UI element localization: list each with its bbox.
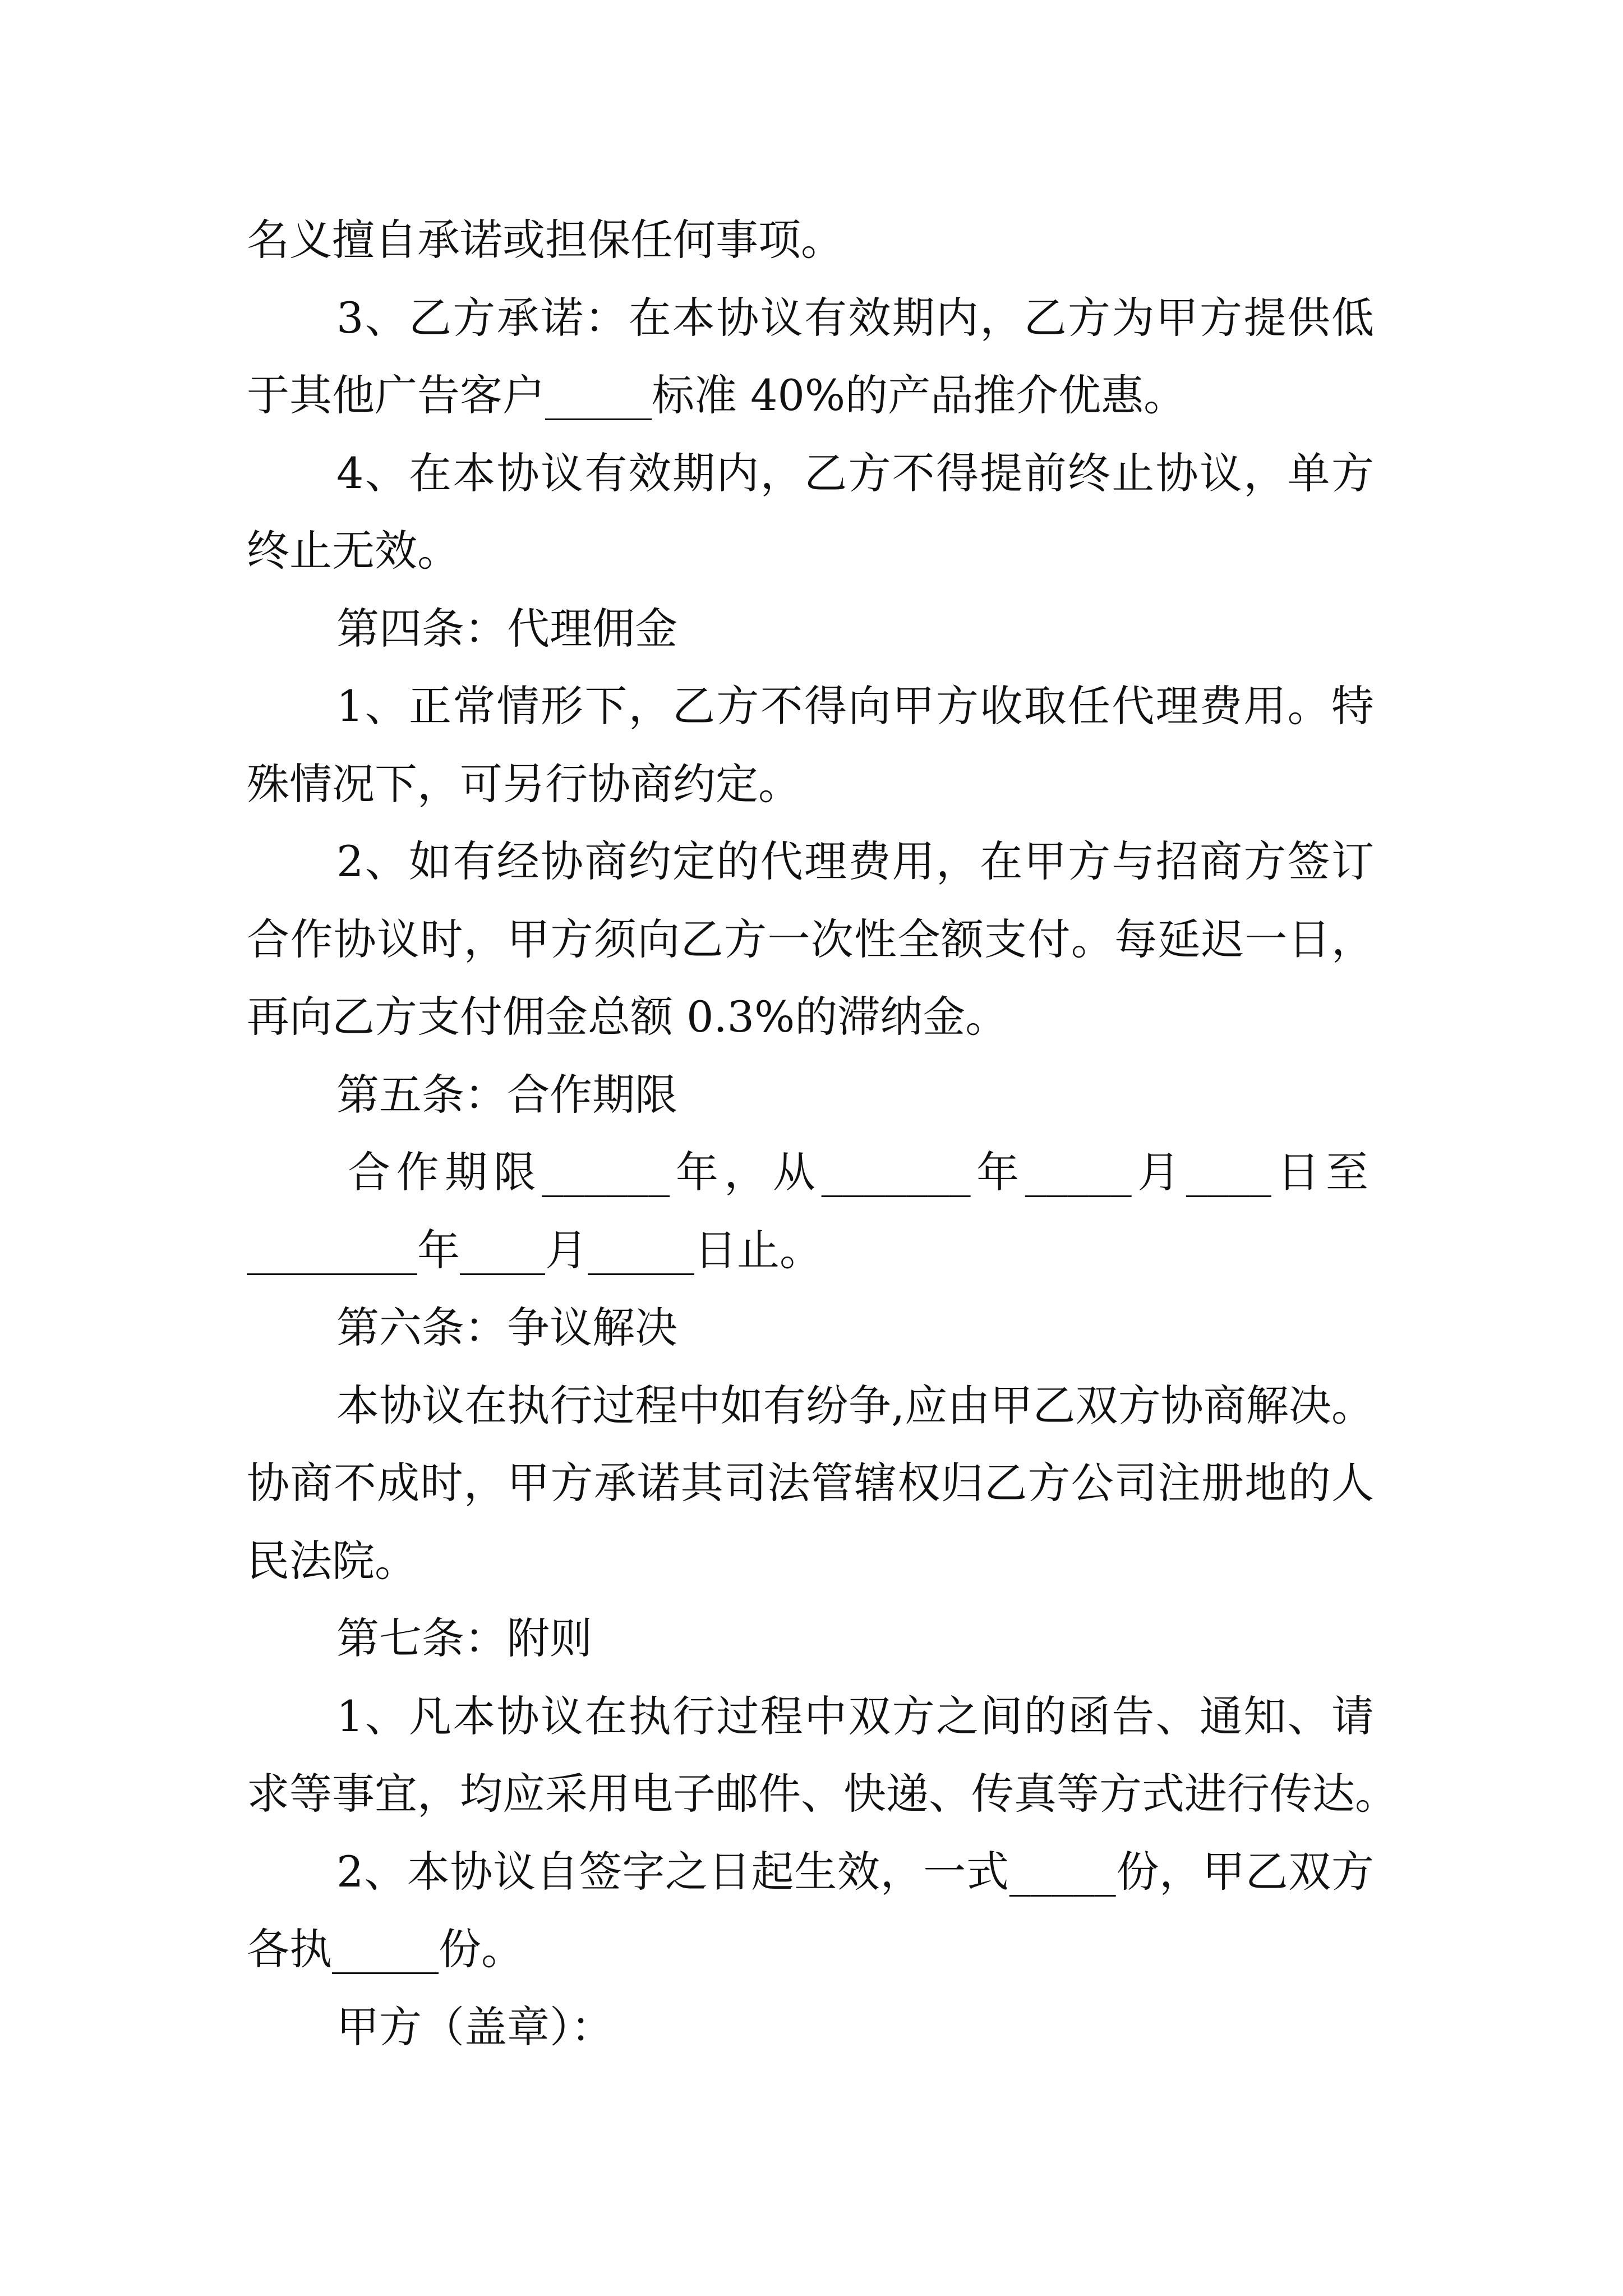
text-line: 求等事宜，均应采用电子邮件、快递、传真等方式进行传达。 (247, 1769, 1398, 1819)
section-heading: 第六条：争议解决 (336, 1303, 677, 1352)
text-line: 2、如有经协商约定的代理费用，在甲方与招商方签订 (336, 836, 1374, 886)
section-heading: 第四条：代理佣金 (336, 604, 677, 654)
text-line: 1、正常情形下，乙方不得向甲方收取任代理费用。特 (336, 681, 1374, 731)
section-heading: 第五条：合作期限 (336, 1070, 677, 1120)
text-line: 3、乙方承诺：在本协议有效期内，乙方为甲方提供低 (336, 293, 1374, 343)
text-line: 终止无效。 (247, 526, 460, 576)
text-line: 1、凡本协议在执行过程中双方之间的函告、通知、请 (336, 1691, 1374, 1741)
text-line: 合作期限______年，从_______年_____月____日至 (348, 1147, 1368, 1197)
text-line: 于其他广告客户_____标准 40%的产品推介优惠。 (247, 370, 1187, 420)
signature-line: 甲方（盖章）： (336, 2002, 614, 2052)
text-line: ________年____月_____日止。 (247, 1225, 822, 1275)
text-line: 各执_____份。 (247, 1924, 524, 1974)
text-line: 名义擅自承诺或担保任何事项。 (247, 215, 843, 265)
text-line: 再向乙方支付佣金总额 0.3%的滞纳金。 (247, 992, 1008, 1042)
section-heading: 第七条：附则 (336, 1613, 592, 1663)
text-line: 2、本协议自签字之日起生效，一式_____份，甲乙双方 (336, 1847, 1374, 1897)
text-line: 民法院。 (247, 1536, 417, 1586)
text-line: 协商不成时，甲方承诺其司法管辖权归乙方公司注册地的人 (247, 1458, 1374, 1508)
text-line: 合作协议时，甲方须向乙方一次性全额支付。每延迟一日， (247, 914, 1374, 964)
text-line: 4、在本协议有效期内，乙方不得提前终止协议，单方 (336, 448, 1374, 498)
text-line: 本协议在执行过程中如有纷争,应由甲乙双方协商解决。 (336, 1381, 1374, 1430)
text-line: 殊情况下，可另行协商约定。 (247, 759, 801, 809)
